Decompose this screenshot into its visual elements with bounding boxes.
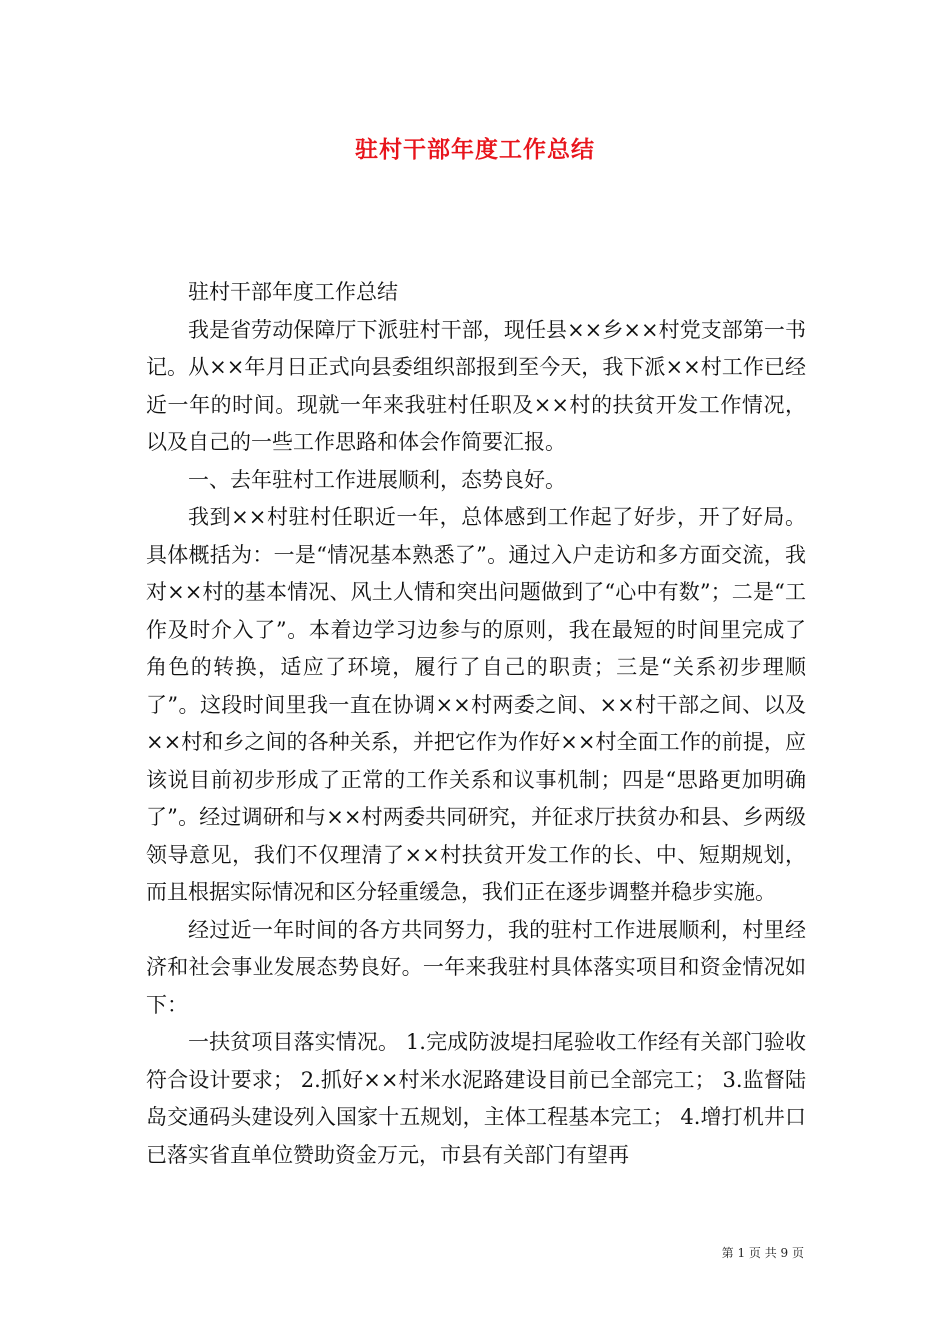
paragraph-section-one-heading: 一、去年驻村工作进展顺利，态势良好。 [188, 467, 566, 492]
page-footer: 第 1 页 共 9 页 [721, 1246, 804, 1260]
paragraph-progress: 经过近一年时间的各方共同努力，我的驻村工作进展顺利，村里经济和社会事业发展态势良好。一年来我驻村具体落实项目和资金情况如下： [146, 917, 806, 1017]
paragraph-heading: 驻村干部年度工作总结 [188, 280, 398, 304]
paragraph-summary: 我到××村驻村任职近一年，总体感到工作起了好步，开了好局。具体概括为：一是“情况基本熟悉了”。通过入户走访和多方面交流，我对××村的基本情况、风土人情和突出问题做到了“心中有数”；二是“工作及时介入了”。本着边学习边参与的原则，我在最短的时间里完成了角色的转换，适应了环境，履行了自己的职责；三是“关系初步理顺了”。这段时间里我一直在协调××村两委之间、××村干部之间、以及××村和乡之间的各种关系，并把它作为作好××村全面工作的前提，应该说目前初步形成了正常的工作关系和议事机制；四是“思路更加明确了”。经过调研和与××村两委共同研究，并征求厅扶贫办和县、乡两级领导意见，我们不仅理清了××村扶贫开发工作的长、中、短期规划，而且根据实际情况和区分轻重缓急，我们正在逐步调整并稳步实施。 [146, 505, 806, 904]
page-title: 驻村干部年度工作总结 [355, 136, 595, 163]
document-body [146, 274, 806, 1174]
paragraph-projects: 一扶贫项目落实情况。 1.完成防波堤扫尾验收工作经有关部门验收符合设计要求； 2.抓好××村米水泥路建设目前已全部完工； 3.监督陆岛交通码头建设列入国家十五规划，主体工程基本完工； 4.增打机井口已落实省直单位赞助资金万元，市县有关部门有望再 [146, 1030, 806, 1167]
paragraph-intro: 我是省劳动保障厅下派驻村干部，现任县××乡××村党支部第一书记。从××年月日正式向县委组织部报到至今天，我下派××村工作已经近一年的时间。现就一年来我驻村任职及××村的扶贫开发工作情况，以及自己的一些工作思路和体会作简要汇报。 [146, 317, 806, 454]
